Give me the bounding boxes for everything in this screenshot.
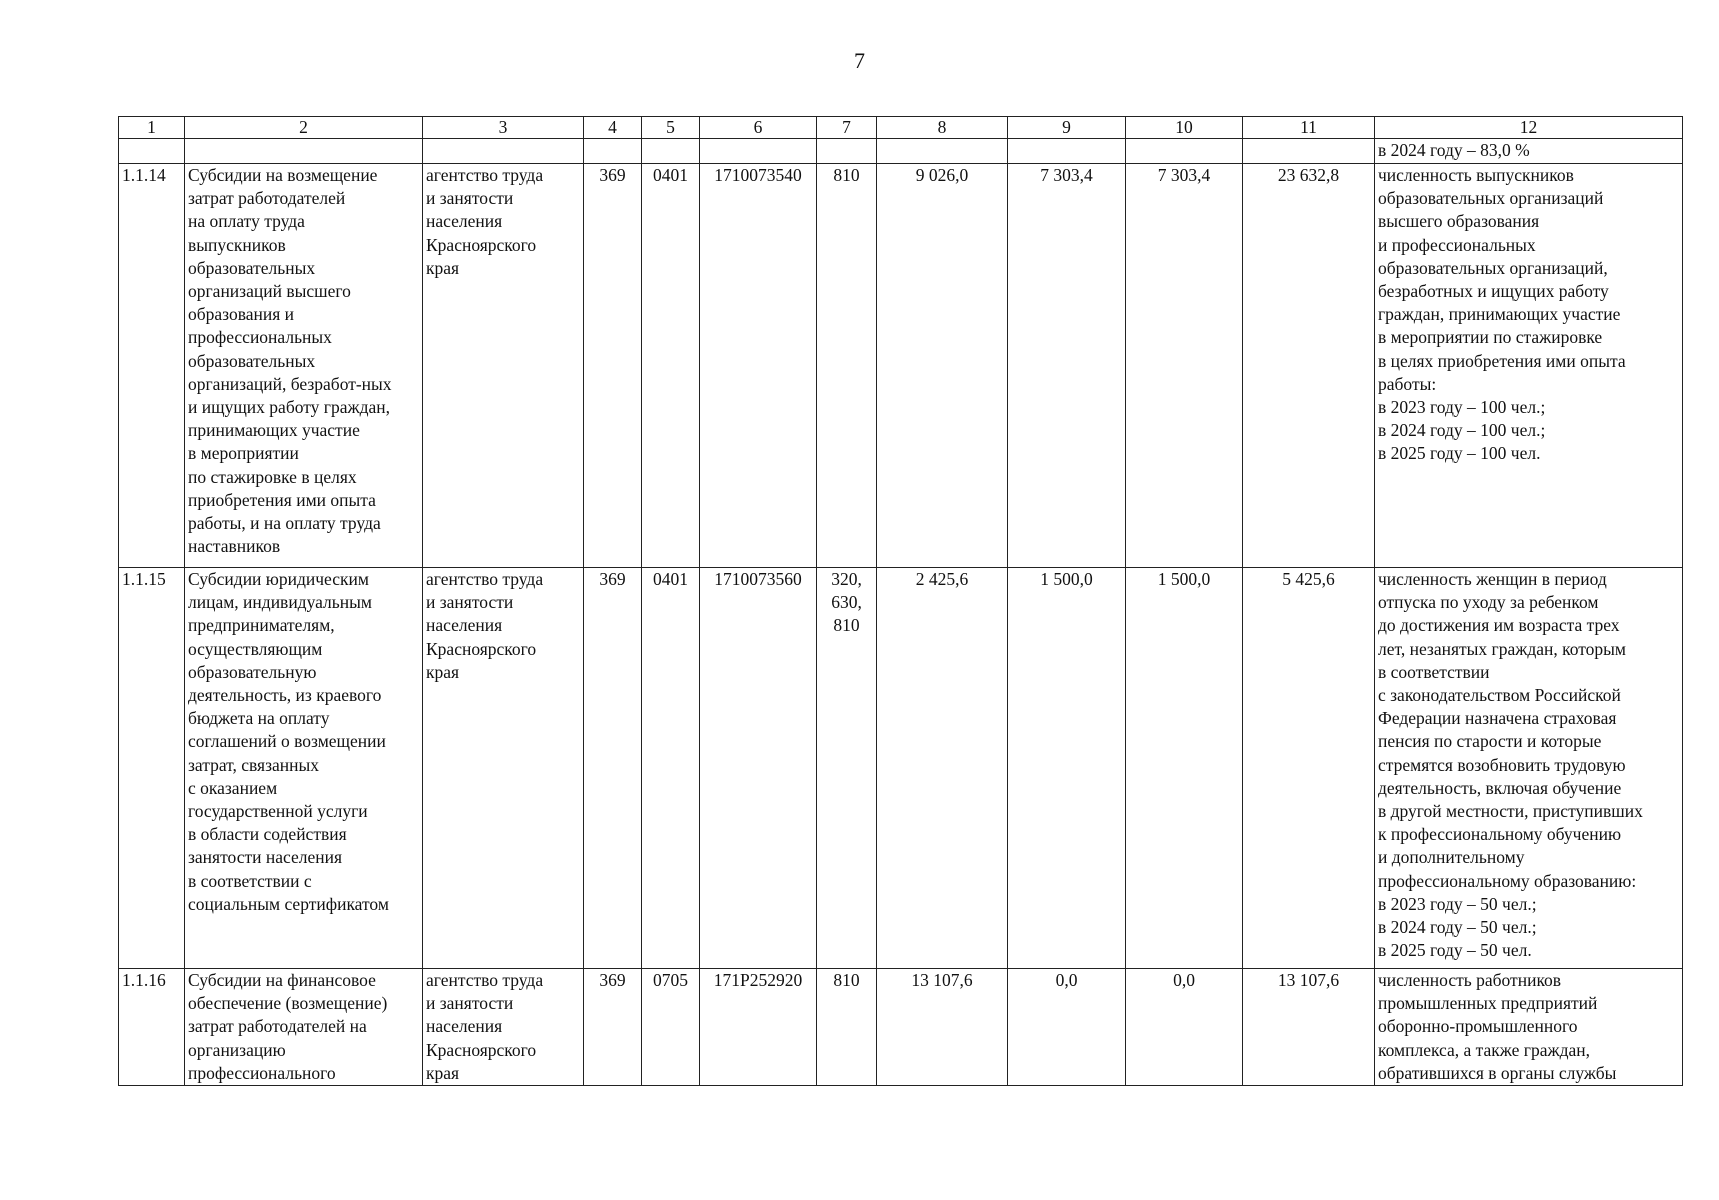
vr-code: 810: [817, 164, 877, 568]
empty-cell: [584, 139, 642, 164]
amount-2024: 1 500,0: [1008, 568, 1126, 969]
empty-cell: [700, 139, 817, 164]
vr-code: 320, 630, 810: [817, 568, 877, 969]
column-number: 7: [817, 117, 877, 139]
row-number: 1.1.15: [119, 568, 185, 969]
expected-result: численность работников промышленных предприятий оборонно-промышленного комплекса, а также граждан, обратившихся в органы службы: [1375, 969, 1683, 1086]
csr-code: 1710073560: [700, 568, 817, 969]
column-number-row: [119, 117, 1683, 139]
csr-code: 1710073540: [700, 164, 817, 568]
table-row: [119, 969, 1683, 1086]
measure-name: Субсидии юридическим лицам, индивидуальным предпринимателям, осуществляющим образовательную деятельность, из краевого бюджета на оплату соглашений о возмещении затрат, связанных с оказанием государственной услуги в области содействия занятости населения в соответствии с социальным сертификатом: [185, 568, 423, 969]
rzpr-code: 0705: [642, 969, 700, 1086]
column-number: 5: [642, 117, 700, 139]
empty-cell: [1008, 139, 1126, 164]
row-number: 1.1.16: [119, 969, 185, 1086]
measure-name: Субсидии на возмещение затрат работодателей на оплату труда выпускников образовательных организаций высшего образования и профессиональных образовательных организаций, безработ-ных и ищущих работу граждан, принимающих участие в мероприятии по стажировке в целях приобретения ими опыта работы, и на оплату труда наставников: [185, 164, 423, 568]
amount-2025: 0,0: [1126, 969, 1243, 1086]
vr-code: 810: [817, 969, 877, 1086]
amount-total: 13 107,6: [1243, 969, 1375, 1086]
empty-cell: [817, 139, 877, 164]
column-number: 12: [1375, 117, 1683, 139]
column-number: 8: [877, 117, 1008, 139]
amount-2024: 7 303,4: [1008, 164, 1126, 568]
empty-cell: [1243, 139, 1375, 164]
responsible-agency: агентство труда и занятости населения Красноярского края: [423, 164, 584, 568]
amount-2025: 7 303,4: [1126, 164, 1243, 568]
column-number: 10: [1126, 117, 1243, 139]
rzpr-code: 0401: [642, 164, 700, 568]
measure-name: Субсидии на финансовое обеспечение (возмещение) затрат работодателей на организацию профессионального: [185, 969, 423, 1086]
empty-cell: [423, 139, 584, 164]
amount-2023: 13 107,6: [877, 969, 1008, 1086]
column-number: 9: [1008, 117, 1126, 139]
empty-cell: [119, 139, 185, 164]
continuation-row: [119, 139, 1683, 164]
column-number: 3: [423, 117, 584, 139]
amount-2023: 2 425,6: [877, 568, 1008, 969]
grbs-code: 369: [584, 969, 642, 1086]
grbs-code: 369: [584, 568, 642, 969]
amount-2024: 0,0: [1008, 969, 1126, 1086]
row-number: 1.1.14: [119, 164, 185, 568]
column-number: 2: [185, 117, 423, 139]
result-continuation: в 2024 году – 83,0 %: [1375, 139, 1683, 164]
amount-total: 23 632,8: [1243, 164, 1375, 568]
page-number: 7: [854, 48, 865, 73]
amount-total: 5 425,6: [1243, 568, 1375, 969]
column-number: 11: [1243, 117, 1375, 139]
empty-cell: [642, 139, 700, 164]
empty-cell: [185, 139, 423, 164]
column-number: 4: [584, 117, 642, 139]
table-row: [119, 568, 1683, 969]
column-number: 6: [700, 117, 817, 139]
responsible-agency: агентство труда и занятости населения Красноярского края: [423, 568, 584, 969]
budget-table: [118, 116, 1683, 1086]
responsible-agency: агентство труда и занятости населения Красноярского края: [423, 969, 584, 1086]
grbs-code: 369: [584, 164, 642, 568]
column-number: 1: [119, 117, 185, 139]
expected-result: численность женщин в период отпуска по уходу за ребенком до достижения им возраста трех лет, незанятых граждан, которым в соответствии с законодательством Российской Федерации назначена страховая пенсия по старости и которые стремятся возобновить трудовую деятельность, включая обучение в другой местности, приступивших к профессиональному обучению и дополнительному профессиональному образованию: в 2023 году – 50 чел.; в 2024 году – 50 чел.; в 2025 году – 50 чел.: [1375, 568, 1683, 969]
amount-2025: 1 500,0: [1126, 568, 1243, 969]
csr-code: 171P252920: [700, 969, 817, 1086]
rzpr-code: 0401: [642, 568, 700, 969]
table-row: [119, 164, 1683, 568]
amount-2023: 9 026,0: [877, 164, 1008, 568]
empty-cell: [1126, 139, 1243, 164]
expected-result: численность выпускников образовательных организаций высшего образования и профессиональных образовательных организаций, безработных и ищущих работу граждан, принимающих участие в мероприятии по стажировке в целях приобретения ими опыта работы: в 2023 году – 100 чел.; в 2024 году – 100 чел.; в 2025 году – 100 чел.: [1375, 164, 1683, 568]
empty-cell: [877, 139, 1008, 164]
